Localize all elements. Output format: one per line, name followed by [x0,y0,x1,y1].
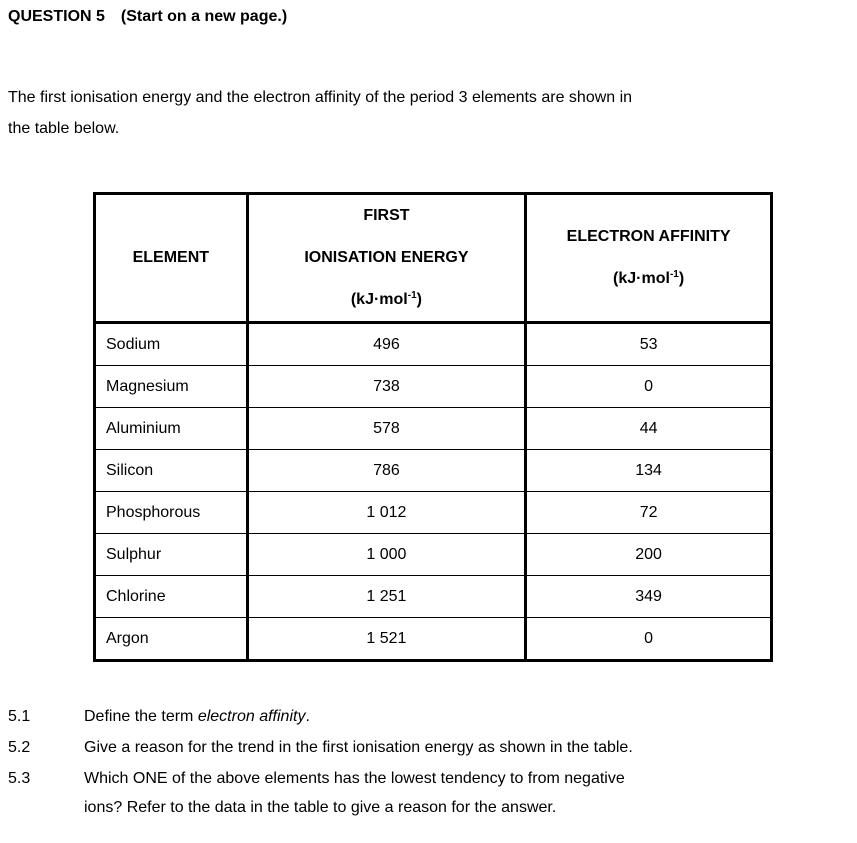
question-instruction: (Start on a new page.) [120,8,288,25]
table-header-row [95,194,772,323]
element-name: Silicon [95,450,248,492]
ionisation-energy-value: 496 [247,323,526,366]
header-ie-line2: IONISATION ENERGY [304,249,469,266]
question-5-2 [8,733,853,762]
ionisation-energy-value: 1 000 [247,534,526,576]
header-element-label: ELEMENT [132,249,210,266]
question-term: electron affinity [197,708,306,725]
element-name: Sodium [95,323,248,366]
question-text-line1: Which ONE of the above elements has the lowest tendency to from negative [84,770,625,787]
ea-unit-text: (kJ·mol [613,270,670,287]
question-text-line2: ions? Refer to the data in the table to give a reason for the answer. [84,799,557,816]
electron-affinity-value: 200 [526,534,772,576]
ie-unit-text: (kJ·mol [350,291,408,308]
header-element [95,194,248,323]
table-row [95,450,772,492]
ionisation-energy-value: 1 521 [247,618,526,661]
electron-affinity-value: 349 [526,576,772,618]
question-number: 5.2 [8,739,31,756]
question-text-part: Define the term [84,708,198,725]
ionisation-energy-value: 578 [247,408,526,450]
table-row [95,534,772,576]
period3-data-table [93,192,773,662]
question-text-end: . [305,708,310,725]
electron-affinity-value: 53 [526,323,772,366]
table-row [95,618,772,661]
ionisation-energy-value: 1 251 [247,576,526,618]
table-row [95,323,772,366]
question-text [84,702,853,731]
header-ie-unit [249,279,525,321]
question-label: QUESTION 5 [8,8,105,25]
ea-unit-exponent: -1 [669,269,679,280]
header-ea-line1: ELECTRON AFFINITY [566,228,731,245]
element-name: Chlorine [95,576,248,618]
electron-affinity-value: 0 [526,618,772,661]
element-name: Argon [95,618,248,661]
ie-unit-exponent: -1 [407,290,417,301]
question-text: Give a reason for the trend in the first ionisation energy as shown in the table. [84,739,633,756]
ionisation-energy-value: 738 [247,366,526,408]
intro-paragraph [8,82,853,144]
header-ie-line1: FIRST [363,207,410,224]
element-name: Phosphorous [95,492,248,534]
ie-unit-close: ) [416,291,422,308]
ea-unit-close: ) [678,270,685,287]
ionisation-energy-value: 786 [247,450,526,492]
question-number: 5.1 [8,708,31,725]
element-name: Magnesium [95,366,248,408]
element-name: Sulphur [95,534,248,576]
table-row [95,408,772,450]
electron-affinity-value: 72 [526,492,772,534]
question-5-3 [8,764,853,822]
table-row [95,492,772,534]
intro-line-1: The first ionisation energy and the electron affinity of the period 3 elements are shown in [8,89,633,106]
electron-affinity-value: 44 [526,408,772,450]
element-name: Aluminium [95,408,248,450]
sub-questions [8,702,853,824]
ionisation-energy-value: 1 012 [247,492,526,534]
question-5-1 [8,702,853,731]
table-row [95,576,772,618]
header-ea-unit [527,258,770,300]
question-heading [8,8,287,26]
intro-line-2: the table below. [8,120,120,137]
electron-affinity-value: 134 [526,450,772,492]
header-electron-affinity [526,194,772,323]
table-row [95,366,772,408]
electron-affinity-value: 0 [526,366,772,408]
question-number: 5.3 [8,770,31,787]
header-ionisation-energy [247,194,526,323]
